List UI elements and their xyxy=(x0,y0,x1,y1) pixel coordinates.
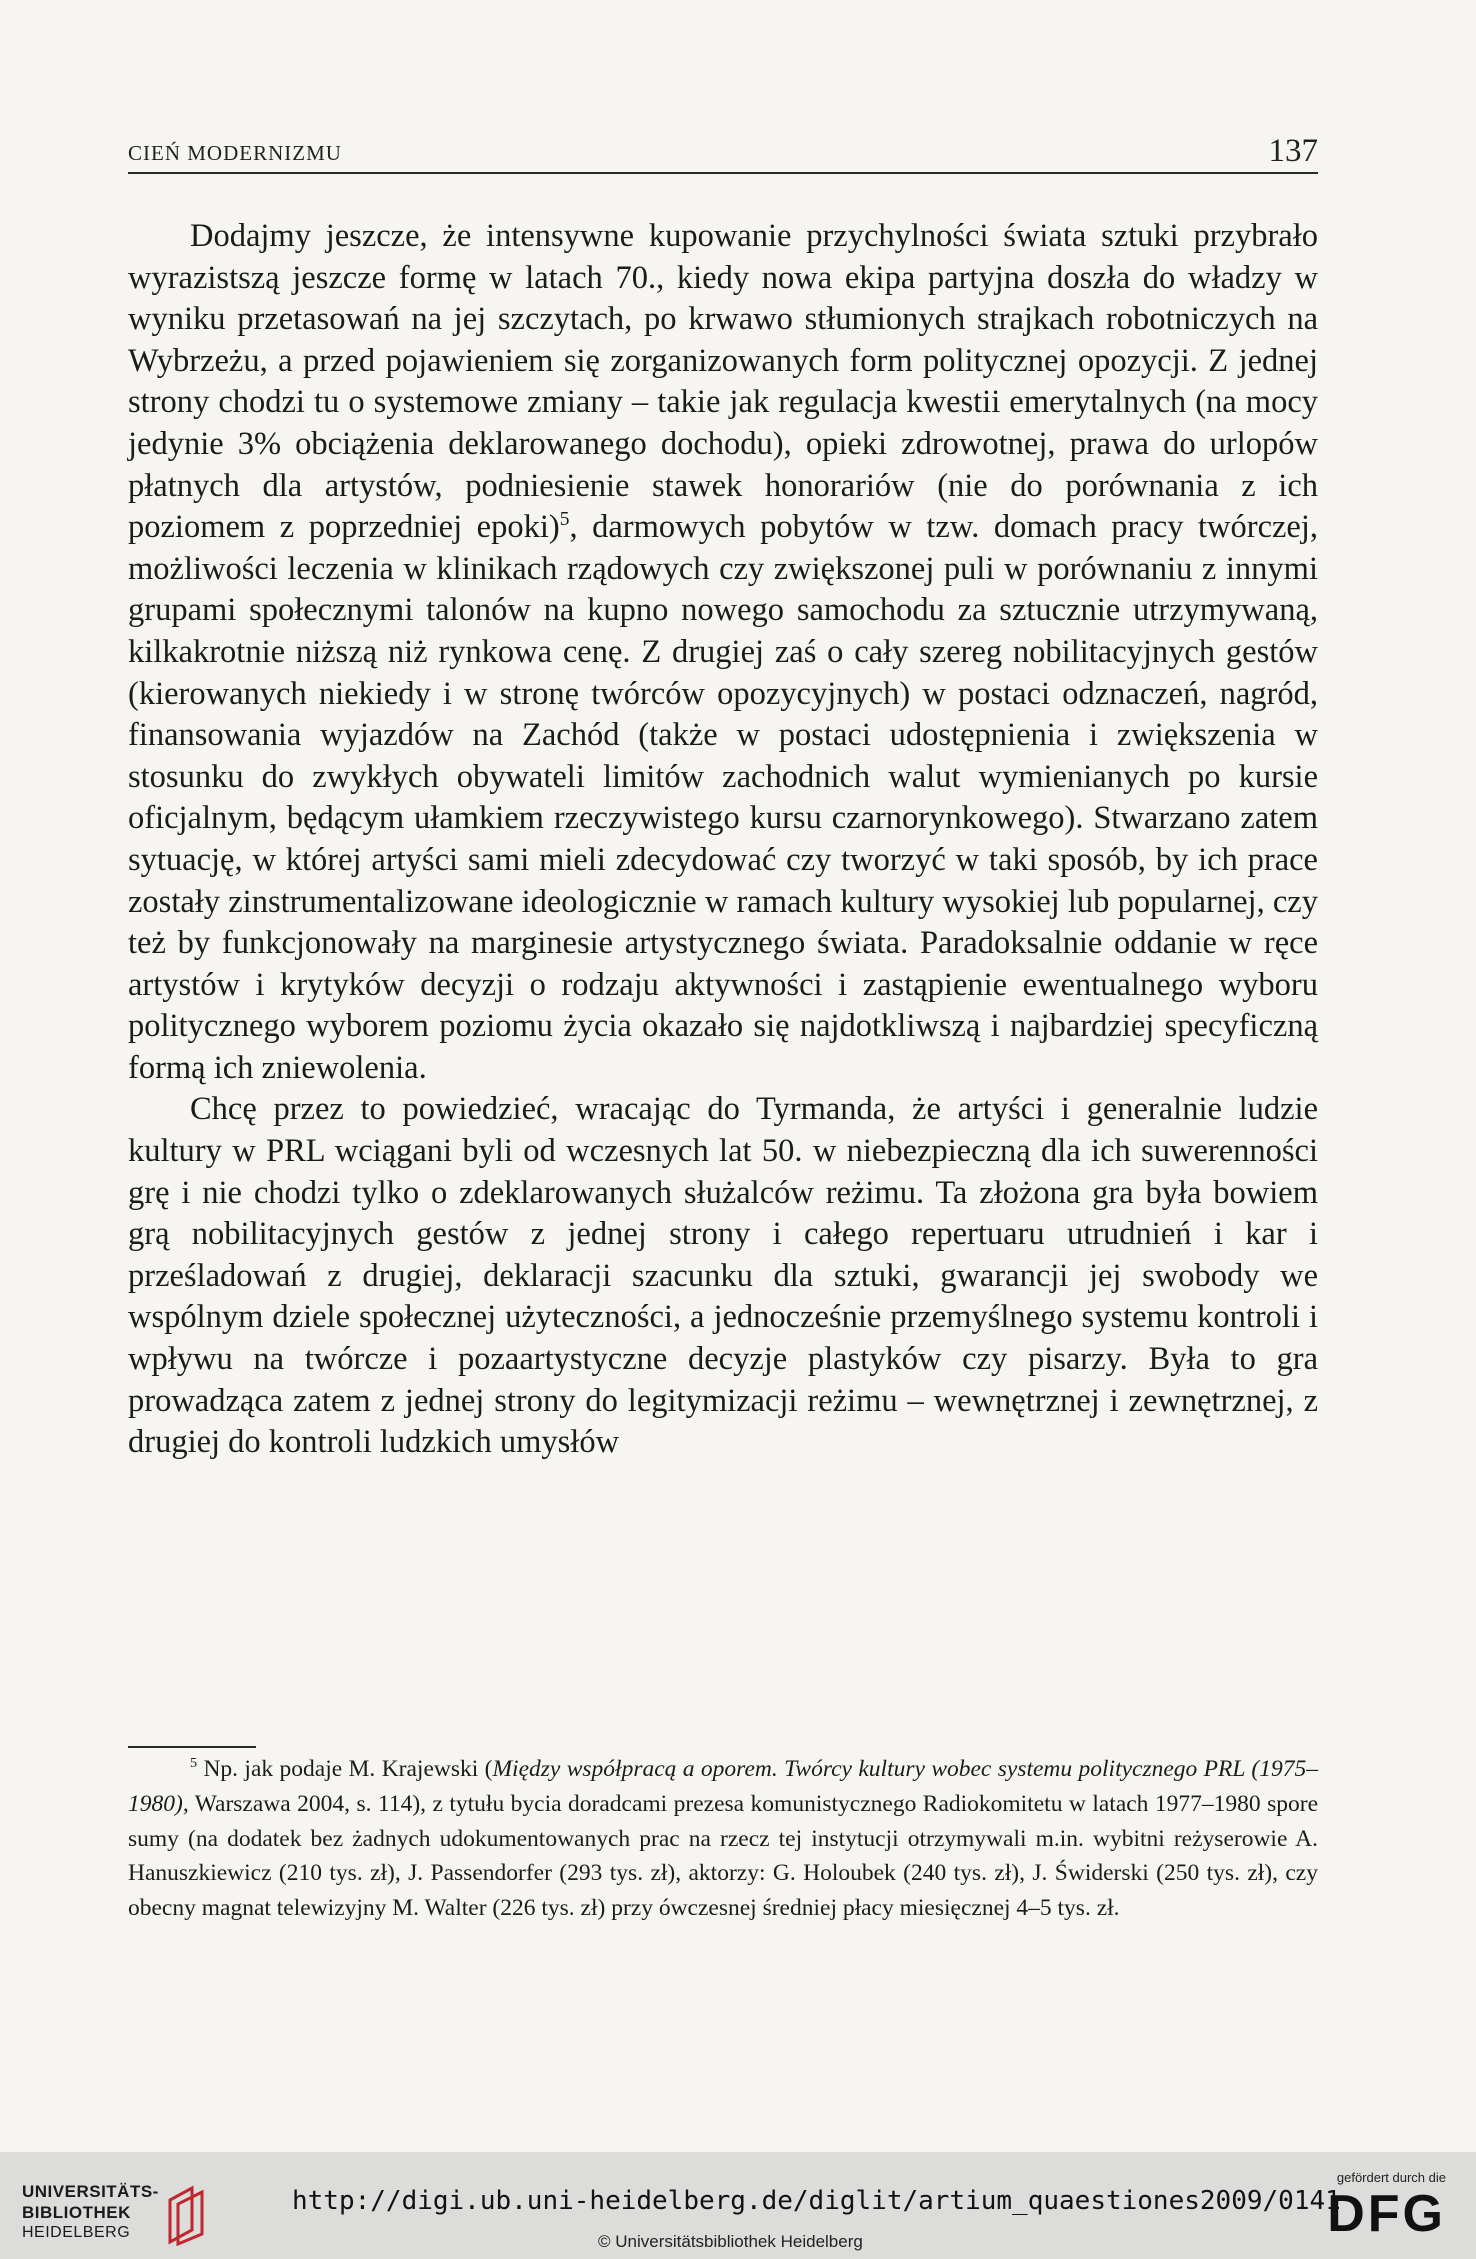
footnote-reference: 5 xyxy=(559,509,570,531)
copyright-notice: © Universitätsbibliothek Heidelberg xyxy=(598,2232,863,2251)
funding-logo[interactable] xyxy=(1316,2170,1446,2243)
footnote-number: 5 xyxy=(190,1755,198,1772)
library-logo[interactable] xyxy=(22,2182,212,2242)
page-number: 137 xyxy=(1268,133,1318,169)
page-header xyxy=(128,128,1318,174)
library-emblem-icon xyxy=(162,2182,212,2246)
body-text xyxy=(128,216,1318,1464)
permalink-url[interactable]: http://digi.ub.uni-heidelberg.de/diglit/artium_quaestiones2009/0141 xyxy=(292,2186,1341,2216)
dfg-logo-text: DFG xyxy=(1327,2185,1446,2243)
library-name-line-1: UNIVERSITÄTS- xyxy=(22,2182,159,2201)
footnote-divider xyxy=(128,1746,256,1748)
footnote-cited-title: Między współpracą a oporem. Twórcy kultury wobec systemu politycznego PRL (1975–1980) xyxy=(128,1756,1318,1817)
library-name-line-3: HEIDELBERG xyxy=(22,2224,131,2241)
footnote-text-a: Np. jak podaje M. Krajewski ( xyxy=(203,1756,493,1782)
funding-label: gefördert durch die xyxy=(1336,2170,1446,2185)
running-title: CIEŃ MODERNIZMU xyxy=(128,141,342,165)
paragraph-1-part-a: Dodajmy jeszcze, że intensywne kupowanie przychylności świata sztuki przybrało wyrazistszą jeszcze formę w latach 70., kiedy nowa ekipa partyjna doszła do władzy w wyniku przetasowań na jej szczytach, po krwawo stłumionych strajkach robotniczych na Wybrzeżu, a przed pojawieniem się zorganizowanych form politycznej opozycji. Z jednej strony chodzi tu o systemowe zmiany – takie jak regulacja kwestii emerytalnych (na mocy jedynie 3% obciążenia deklarowanego dochodu), opieki zdrowotnej, prawa do urlopów płatnych dla artystów, podniesienie stawek honorariów (nie do porównania z ich poziomem z poprzedniej epoki) xyxy=(128,218,1318,546)
footnote-5 xyxy=(128,1752,1318,1926)
library-name-line-2: BIBLIOTHEK xyxy=(22,2203,131,2222)
footnote-text-b: , Warszawa 2004, s. 114), z tytułu bycia doradcami prezesa komunistycznego Radiokomitetu w latach 1977–1980 spore sumy (na dodatek bez żadnych udokumentowanych prac na rzecz tej instytucji otrzymywali m.in. wybitni reżyserowie A. Hanuszkiewicz (210 tys. zł), J. Passendorfer (293 tys. zł), aktorzy: G. Holoubek (240 tys. zł), J. Świderski (250 tys. zł), czy obecny magnat telewizyjny M. Walter (226 tys. zł) przy ówczesnej średniej płacy miesięcznej 4–5 tys. zł. xyxy=(128,1790,1318,1922)
paragraph-1-part-b: , darmowych pobytów w tzw. domach pracy twórczej, możliwości leczenia w klinikach rządowych czy zwiększonej puli w porównaniu z innymi grupami społecznymi talonów na kupno nowego samochodu za sztucznie utrzymywaną, kilkakrotnie niższą niż rynkowa cenę. Z drugiej zaś o cały szereg nobilitacyjnych gestów (kierowanych niekiedy i w stronę twórców opozycyjnych) w postaci odznaczeń, nagród, finansowania wyjazdów na Zachód (także w postaci udostępnienia i zwiększenia w stosunku do zwykłych obywateli limitów zachodnich walut wymienianych po kursie oficjalnym, będącym ułamkiem rzeczywistego kursu czarnorynkowego). Stwarzano zatem sytuację, w której artyści sami mieli zdecydować czy tworzyć w taki sposób, by ich prace zostały zinstrumentalizowane ideologicznie w ramach kultury wysokiej lub popularnej, czy też by funkcjonowały na marginesie artystycznego świata. Paradoksalnie oddanie w ręce artystów i krytyków decyzji o rodzaju aktywności i zastąpienie ewentualnego wyboru politycznego wyborem poziomu życia okazało się najdotkliwszą i najbardziej specyficzną formą ich zniewolenia. xyxy=(128,509,1318,1086)
digitization-footer xyxy=(0,2152,1476,2259)
paragraph-1 xyxy=(128,216,1318,1089)
paragraph-2: Chcę przez to powiedzieć, wracając do Tyrmanda, że artyści i generalnie ludzie kultury w PRL wciągani byli od wczesnych lat 50. w niebezpieczną dla ich suwerenności grę i nie chodzi tylko o zdeklarowanych służalców reżimu. Ta złożona gra była bowiem grą nobilitacyjnych gestów z jednej strony i całego repertuaru utrudnień i kar i prześladowań z drugiej, deklaracji szacunku dla sztuki, gwarancji jej swobody we wspólnym dziele społecznej użyteczności, a jednocześnie przemyślnego systemu kontroli i wpływu na twórcze i pozaartystyczne decyzje plastyków czy pisarzy. Była to gra prowadząca zatem z jednej strony do legitymizacji reżimu – wewnętrznej i zewnętrznej, z drugiej do kontroli ludzkich umysłów xyxy=(128,1091,1318,1461)
